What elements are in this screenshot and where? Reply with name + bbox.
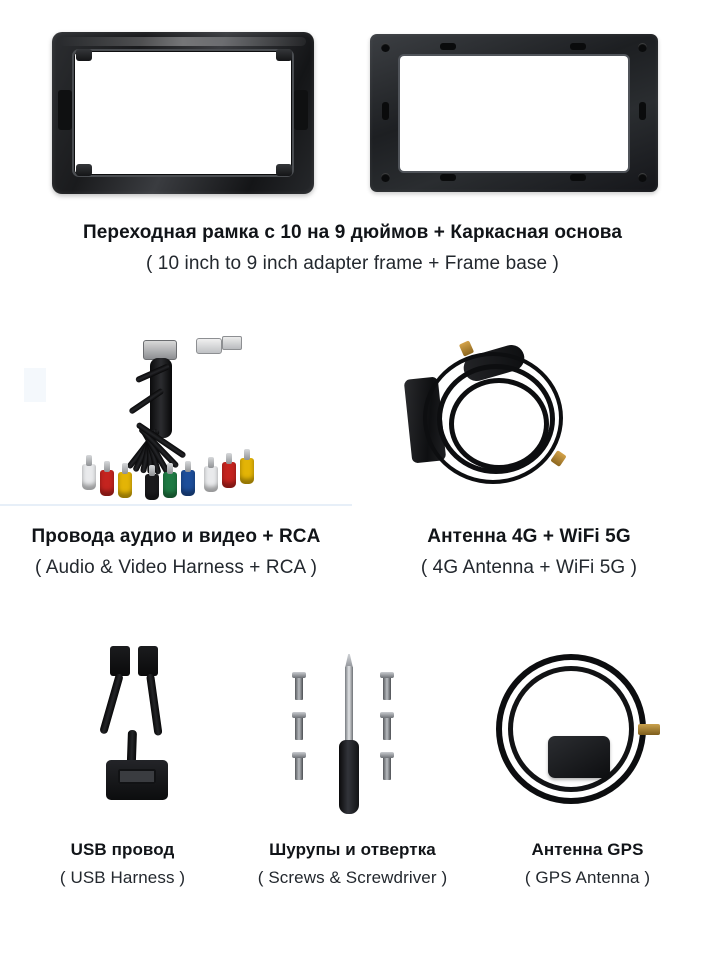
screws-screwdriver-artwork [235, 640, 470, 830]
antenna-4g-artwork [353, 330, 705, 510]
frame-kit-caption [0, 222, 705, 275]
usb-harness-caption-en: ( USB Harness ) [59, 868, 186, 887]
frame-clip-bottom-left [76, 164, 92, 176]
usb-plug-right [138, 646, 158, 676]
rca-connector-yellow [240, 458, 254, 484]
section-accessories [0, 640, 705, 960]
usb-cable [146, 673, 163, 736]
frame-kit-artwork [0, 0, 705, 200]
usb-cable [99, 673, 124, 735]
mount-slot [440, 43, 456, 50]
column-audio-video-harness [0, 330, 352, 578]
screws-screwdriver-caption-en: ( Screws & Screwdriver ) [257, 868, 448, 887]
rca-connector-white [204, 466, 218, 492]
frame-base-image [370, 34, 658, 192]
mount-hole [638, 43, 647, 52]
usb-harness-artwork [10, 640, 235, 830]
antenna-4g-caption [353, 526, 705, 579]
harness-small-connector [222, 336, 242, 350]
rca-connector-white [82, 464, 96, 490]
mount-slot [382, 102, 389, 120]
rca-connector-red [222, 462, 236, 488]
harness-main-connector [143, 340, 177, 360]
rca-connector-blue [181, 470, 195, 496]
mount-hole [638, 173, 647, 182]
section-frame-kit [0, 0, 705, 300]
frame-notch-left [58, 90, 72, 130]
gps-antenna-caption-en: ( GPS Antenna ) [524, 868, 651, 887]
column-4g-wifi-antenna [353, 330, 705, 578]
frame-clip-top-right [276, 49, 292, 61]
antenna-4g-caption-ru: Антенна 4G + WiFi 5G [427, 526, 631, 547]
antenna-4g-caption-en: ( 4G Antenna + WiFi 5G ) [420, 557, 638, 578]
rca-connector-yellow [118, 472, 132, 498]
mount-slot [440, 174, 456, 181]
rca-connector-black [145, 474, 159, 500]
screw [383, 676, 391, 700]
mount-hole [381, 173, 390, 182]
adapter-frame-image [52, 32, 314, 194]
gps-antenna-caption-ru: Антенна GPS [531, 840, 644, 859]
antenna-cable-coil [423, 352, 563, 484]
rca-connector-red [100, 470, 114, 496]
rca-connector-green [163, 472, 177, 498]
mount-slot [570, 43, 586, 50]
usb-harness-caption-ru: USB провод [70, 840, 175, 859]
screws-screwdriver-caption-ru: Шурупы и отвертка [269, 840, 436, 859]
mount-slot [570, 174, 586, 181]
screwdriver-shaft [345, 666, 353, 742]
frame-clip-top-left [76, 49, 92, 61]
scan-artifact [24, 368, 46, 402]
column-gps-antenna [470, 640, 705, 887]
column-usb-harness [10, 640, 235, 887]
frame-kit-caption-en: ( 10 inch to 9 inch adapter frame + Frame base ) [146, 253, 559, 274]
harness-secondary-connector [196, 338, 222, 354]
frame-clip-bottom-right [276, 164, 292, 176]
usb-harness-caption [10, 840, 235, 888]
gps-antenna-caption [470, 840, 705, 888]
gps-antenna-artwork [470, 640, 705, 830]
screwdriver-handle [339, 740, 359, 814]
usb-plug-left [110, 646, 130, 676]
screw [295, 716, 303, 740]
column-screws-screwdriver [235, 640, 470, 887]
audio-video-harness-caption-ru: Провода аудио и видео + RCA [31, 526, 321, 547]
scan-artifact [0, 504, 352, 506]
gps-antenna-module [548, 736, 610, 778]
audio-video-harness-caption-en: ( Audio & Video Harness + RCA ) [34, 557, 318, 578]
screws-screwdriver-caption [235, 840, 470, 888]
screw [383, 716, 391, 740]
screw [295, 676, 303, 700]
audio-video-harness-artwork [0, 330, 352, 510]
audio-video-harness-caption [0, 526, 352, 579]
sma-plug [550, 450, 566, 467]
gps-antenna-plug [638, 724, 660, 735]
section-harness-and-antenna [0, 330, 705, 600]
mount-hole [381, 43, 390, 52]
screw [295, 756, 303, 780]
frame-kit-caption-ru: Переходная рамка с 10 на 9 дюймов + Каркасная основа [82, 222, 623, 243]
usb-female-socket [106, 760, 168, 800]
frame-notch-right [294, 90, 308, 130]
mount-slot [639, 102, 646, 120]
screw [383, 756, 391, 780]
